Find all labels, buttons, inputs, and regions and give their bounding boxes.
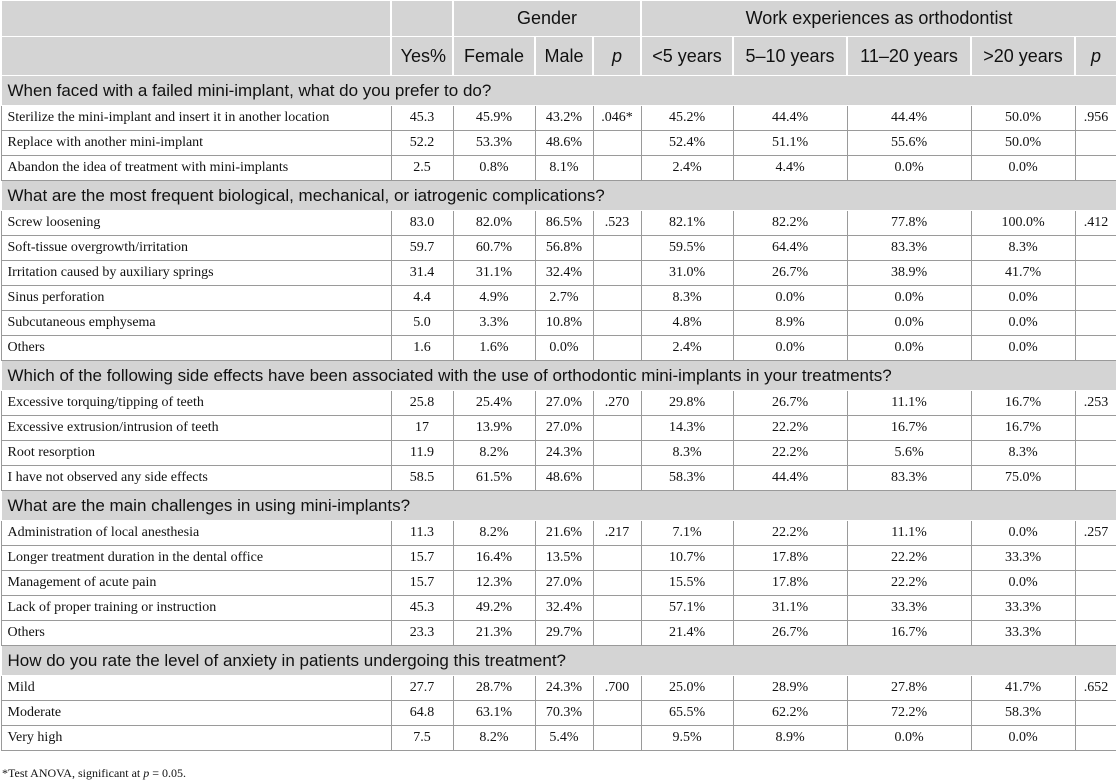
cell-11-20-years: 83.3% [847, 236, 971, 261]
cell-p-experience [1075, 466, 1116, 491]
cell-5-10-years: 22.2% [733, 416, 847, 441]
cell-over-20-years: 0.0% [971, 336, 1075, 361]
cell-male: 27.0% [535, 391, 593, 416]
cell-11-20-years: 11.1% [847, 521, 971, 546]
cell-5-10-years: 51.1% [733, 131, 847, 156]
cell-female: 31.1% [453, 261, 535, 286]
cell-5-10-years: 22.2% [733, 441, 847, 466]
cell-female: 60.7% [453, 236, 535, 261]
row-label: Screw loosening [1, 211, 391, 236]
row-label: Excessive extrusion/intrusion of teeth [1, 416, 391, 441]
cell-female: 8.2% [453, 726, 535, 751]
cell-p-experience [1075, 726, 1116, 751]
cell-male: 8.1% [535, 156, 593, 181]
section-title: Which of the following side effects have been associated with the use of orthodontic mini-implants in your treatments? [1, 361, 1116, 391]
footnote-text: *Test ANOVA, significant at [2, 766, 144, 780]
cell-yes-percent: 15.7 [391, 571, 453, 596]
row-label: Lack of proper training or instruction [1, 596, 391, 621]
cell-male: 24.3% [535, 441, 593, 466]
cell-5-10-years: 0.0% [733, 286, 847, 311]
cell-over-20-years: 50.0% [971, 106, 1075, 131]
cell-over-20-years: 16.7% [971, 391, 1075, 416]
header-empty-cell [1, 1, 391, 37]
cell-female: 45.9% [453, 106, 535, 131]
cell-yes-percent: 27.7 [391, 676, 453, 701]
cell-female: 8.2% [453, 521, 535, 546]
table-row [1, 676, 1116, 701]
footnote-p-value: = 0.05. [149, 766, 187, 780]
cell-male: 13.5% [535, 546, 593, 571]
cell-male: 48.6% [535, 131, 593, 156]
cell-female: 28.7% [453, 676, 535, 701]
section-header-row [1, 491, 1116, 521]
cell-11-20-years: 5.6% [847, 441, 971, 466]
cell-male: 70.3% [535, 701, 593, 726]
section-title: What are the most frequent biological, mechanical, or iatrogenic complications? [1, 181, 1116, 211]
table-row [1, 466, 1116, 491]
row-label: I have not observed any side effects [1, 466, 391, 491]
cell-p-experience: .652 [1075, 676, 1116, 701]
col-header-yes-percent: Yes% [391, 37, 453, 76]
table-row [1, 621, 1116, 646]
cell-over-20-years: 33.3% [971, 596, 1075, 621]
cell-over-20-years: 0.0% [971, 726, 1075, 751]
cell-female: 16.4% [453, 546, 535, 571]
cell-female: 8.2% [453, 441, 535, 466]
cell-under-5-years: 31.0% [641, 261, 733, 286]
cell-male: 43.2% [535, 106, 593, 131]
row-label: Excessive torquing/tipping of teeth [1, 391, 391, 416]
cell-yes-percent: 45.3 [391, 106, 453, 131]
cell-11-20-years: 55.6% [847, 131, 971, 156]
cell-p-experience [1075, 131, 1116, 156]
section-header-row [1, 646, 1116, 676]
cell-p-gender [593, 571, 641, 596]
cell-11-20-years: 83.3% [847, 466, 971, 491]
cell-under-5-years: 2.4% [641, 156, 733, 181]
cell-yes-percent: 15.7 [391, 546, 453, 571]
section-title: What are the main challenges in using mini-implants? [1, 491, 1116, 521]
cell-5-10-years: 17.8% [733, 546, 847, 571]
cell-under-5-years: 8.3% [641, 286, 733, 311]
cell-p-gender [593, 311, 641, 336]
cell-male: 2.7% [535, 286, 593, 311]
cell-yes-percent: 64.8 [391, 701, 453, 726]
row-label: Root resorption [1, 441, 391, 466]
cell-under-5-years: 29.8% [641, 391, 733, 416]
cell-over-20-years: 0.0% [971, 156, 1075, 181]
cell-female: 49.2% [453, 596, 535, 621]
section-header-row [1, 76, 1116, 106]
cell-male: 29.7% [535, 621, 593, 646]
col-header-under-5-years: <5 years [641, 37, 733, 76]
cell-male: 32.4% [535, 596, 593, 621]
cell-p-gender [593, 726, 641, 751]
row-label: Administration of local anesthesia [1, 521, 391, 546]
cell-over-20-years: 41.7% [971, 261, 1075, 286]
cell-over-20-years: 33.3% [971, 546, 1075, 571]
cell-yes-percent: 7.5 [391, 726, 453, 751]
cell-p-gender [593, 416, 641, 441]
cell-under-5-years: 21.4% [641, 621, 733, 646]
cell-yes-percent: 23.3 [391, 621, 453, 646]
row-label: Moderate [1, 701, 391, 726]
cell-5-10-years: 17.8% [733, 571, 847, 596]
cell-yes-percent: 59.7 [391, 236, 453, 261]
cell-11-20-years: 22.2% [847, 571, 971, 596]
cell-male: 0.0% [535, 336, 593, 361]
cell-11-20-years: 77.8% [847, 211, 971, 236]
cell-5-10-years: 62.2% [733, 701, 847, 726]
cell-p-experience [1075, 416, 1116, 441]
cell-5-10-years: 26.7% [733, 261, 847, 286]
col-header-over-20-years: >20 years [971, 37, 1075, 76]
cell-over-20-years: 8.3% [971, 441, 1075, 466]
section-header-row [1, 361, 1116, 391]
table-body [1, 76, 1116, 751]
cell-p-experience [1075, 311, 1116, 336]
cell-female: 82.0% [453, 211, 535, 236]
cell-p-experience [1075, 571, 1116, 596]
cell-female: 25.4% [453, 391, 535, 416]
row-label: Very high [1, 726, 391, 751]
table-header [1, 1, 1116, 76]
cell-p-experience [1075, 286, 1116, 311]
cell-5-10-years: 4.4% [733, 156, 847, 181]
cell-p-gender: .270 [593, 391, 641, 416]
table-row [1, 571, 1116, 596]
cell-p-experience [1075, 336, 1116, 361]
cell-11-20-years: 44.4% [847, 106, 971, 131]
cell-yes-percent: 31.4 [391, 261, 453, 286]
cell-p-gender [593, 701, 641, 726]
table-row [1, 236, 1116, 261]
cell-female: 4.9% [453, 286, 535, 311]
cell-over-20-years: 100.0% [971, 211, 1075, 236]
cell-p-gender: .046* [593, 106, 641, 131]
cell-p-gender [593, 336, 641, 361]
cell-over-20-years: 0.0% [971, 571, 1075, 596]
cell-male: 48.6% [535, 466, 593, 491]
table-row [1, 211, 1116, 236]
cell-under-5-years: 25.0% [641, 676, 733, 701]
experience-group-header: Work experiences as orthodontist [641, 1, 1116, 37]
cell-5-10-years: 22.2% [733, 521, 847, 546]
cell-under-5-years: 59.5% [641, 236, 733, 261]
cell-11-20-years: 16.7% [847, 416, 971, 441]
cell-p-experience [1075, 546, 1116, 571]
table-row [1, 156, 1116, 181]
row-label: Irritation caused by auxiliary springs [1, 261, 391, 286]
cell-p-gender [593, 441, 641, 466]
cell-yes-percent: 11.9 [391, 441, 453, 466]
cell-male: 32.4% [535, 261, 593, 286]
cell-over-20-years: 16.7% [971, 416, 1075, 441]
cell-over-20-years: 75.0% [971, 466, 1075, 491]
cell-p-gender [593, 546, 641, 571]
cell-male: 5.4% [535, 726, 593, 751]
col-header-p-experience: p [1075, 37, 1116, 76]
cell-over-20-years: 50.0% [971, 131, 1075, 156]
cell-under-5-years: 10.7% [641, 546, 733, 571]
row-label: Longer treatment duration in the dental office [1, 546, 391, 571]
cell-female: 21.3% [453, 621, 535, 646]
cell-5-10-years: 8.9% [733, 726, 847, 751]
table-row [1, 391, 1116, 416]
cell-p-experience [1075, 236, 1116, 261]
header-label-empty [1, 37, 391, 76]
cell-under-5-years: 2.4% [641, 336, 733, 361]
cell-11-20-years: 22.2% [847, 546, 971, 571]
cell-p-gender [593, 236, 641, 261]
col-header-11-20-years: 11–20 years [847, 37, 971, 76]
cell-11-20-years: 0.0% [847, 286, 971, 311]
cell-5-10-years: 44.4% [733, 106, 847, 131]
cell-under-5-years: 7.1% [641, 521, 733, 546]
cell-female: 1.6% [453, 336, 535, 361]
table-row [1, 701, 1116, 726]
cell-female: 13.9% [453, 416, 535, 441]
cell-over-20-years: 0.0% [971, 311, 1075, 336]
row-label: Replace with another mini-implant [1, 131, 391, 156]
col-header-male: Male [535, 37, 593, 76]
cell-over-20-years: 0.0% [971, 286, 1075, 311]
cell-p-gender [593, 596, 641, 621]
cell-under-5-years: 82.1% [641, 211, 733, 236]
cell-yes-percent: 2.5 [391, 156, 453, 181]
cell-over-20-years: 33.3% [971, 621, 1075, 646]
cell-yes-percent: 11.3 [391, 521, 453, 546]
cell-under-5-years: 8.3% [641, 441, 733, 466]
table-row [1, 286, 1116, 311]
cell-male: 27.0% [535, 416, 593, 441]
row-label: Mild [1, 676, 391, 701]
cell-yes-percent: 52.2 [391, 131, 453, 156]
cell-11-20-years: 16.7% [847, 621, 971, 646]
cell-p-gender: .523 [593, 211, 641, 236]
section-title: How do you rate the level of anxiety in patients undergoing this treatment? [1, 646, 1116, 676]
cell-5-10-years: 0.0% [733, 336, 847, 361]
cell-p-gender [593, 156, 641, 181]
header-empty-cell [391, 1, 453, 37]
col-header-p-gender: p [593, 37, 641, 76]
cell-under-5-years: 9.5% [641, 726, 733, 751]
cell-yes-percent: 83.0 [391, 211, 453, 236]
cell-p-gender [593, 621, 641, 646]
cell-p-gender: .217 [593, 521, 641, 546]
row-label: Soft-tissue overgrowth/irritation [1, 236, 391, 261]
cell-over-20-years: 41.7% [971, 676, 1075, 701]
cell-over-20-years: 58.3% [971, 701, 1075, 726]
table-row [1, 596, 1116, 621]
cell-p-experience: .412 [1075, 211, 1116, 236]
cell-under-5-years: 65.5% [641, 701, 733, 726]
cell-male: 10.8% [535, 311, 593, 336]
cell-11-20-years: 72.2% [847, 701, 971, 726]
cell-female: 61.5% [453, 466, 535, 491]
table-row [1, 726, 1116, 751]
cell-p-experience [1075, 261, 1116, 286]
cell-5-10-years: 26.7% [733, 621, 847, 646]
cell-female: 53.3% [453, 131, 535, 156]
cell-p-experience: .253 [1075, 391, 1116, 416]
cell-yes-percent: 58.5 [391, 466, 453, 491]
cell-female: 0.8% [453, 156, 535, 181]
row-label: Abandon the idea of treatment with mini-implants [1, 156, 391, 181]
cell-yes-percent: 17 [391, 416, 453, 441]
cell-p-experience [1075, 701, 1116, 726]
cell-11-20-years: 38.9% [847, 261, 971, 286]
cell-p-gender [593, 466, 641, 491]
col-header-female: Female [453, 37, 535, 76]
cell-under-5-years: 15.5% [641, 571, 733, 596]
cell-over-20-years: 0.0% [971, 521, 1075, 546]
section-header-row [1, 181, 1116, 211]
cell-5-10-years: 44.4% [733, 466, 847, 491]
section-title: When faced with a failed mini-implant, what do you prefer to do? [1, 76, 1116, 106]
row-label: Others [1, 336, 391, 361]
cell-male: 86.5% [535, 211, 593, 236]
row-label: Sterilize the mini-implant and insert it in another location [1, 106, 391, 131]
footnote [2, 766, 186, 781]
cell-5-10-years: 28.9% [733, 676, 847, 701]
cell-p-gender [593, 286, 641, 311]
cell-under-5-years: 4.8% [641, 311, 733, 336]
cell-p-experience [1075, 441, 1116, 466]
cell-p-experience [1075, 156, 1116, 181]
table-row [1, 441, 1116, 466]
cell-yes-percent: 4.4 [391, 286, 453, 311]
cell-11-20-years: 0.0% [847, 311, 971, 336]
table-row [1, 311, 1116, 336]
cell-yes-percent: 1.6 [391, 336, 453, 361]
cell-under-5-years: 58.3% [641, 466, 733, 491]
cell-yes-percent: 45.3 [391, 596, 453, 621]
table-row [1, 261, 1116, 286]
cell-male: 27.0% [535, 571, 593, 596]
table-row [1, 336, 1116, 361]
row-label: Management of acute pain [1, 571, 391, 596]
cell-under-5-years: 57.1% [641, 596, 733, 621]
cell-5-10-years: 64.4% [733, 236, 847, 261]
cell-p-experience: .956 [1075, 106, 1116, 131]
cell-female: 63.1% [453, 701, 535, 726]
cell-11-20-years: 33.3% [847, 596, 971, 621]
cell-5-10-years: 82.2% [733, 211, 847, 236]
cell-p-gender: .700 [593, 676, 641, 701]
cell-p-gender [593, 261, 641, 286]
table-row [1, 131, 1116, 156]
cell-under-5-years: 52.4% [641, 131, 733, 156]
cell-p-experience: .257 [1075, 521, 1116, 546]
cell-female: 12.3% [453, 571, 535, 596]
table-row [1, 416, 1116, 441]
cell-female: 3.3% [453, 311, 535, 336]
cell-under-5-years: 45.2% [641, 106, 733, 131]
cell-5-10-years: 31.1% [733, 596, 847, 621]
cell-yes-percent: 25.8 [391, 391, 453, 416]
cell-yes-percent: 5.0 [391, 311, 453, 336]
cell-male: 56.8% [535, 236, 593, 261]
row-label: Others [1, 621, 391, 646]
cell-5-10-years: 8.9% [733, 311, 847, 336]
table-row [1, 106, 1116, 131]
row-label: Sinus perforation [1, 286, 391, 311]
cell-11-20-years: 0.0% [847, 156, 971, 181]
gender-group-header: Gender [453, 1, 641, 37]
row-label: Subcutaneous emphysema [1, 311, 391, 336]
cell-11-20-years: 0.0% [847, 726, 971, 751]
footnote-p-symbol: p [143, 766, 150, 780]
col-header-5-10-years: 5–10 years [733, 37, 847, 76]
cell-over-20-years: 8.3% [971, 236, 1075, 261]
cell-5-10-years: 26.7% [733, 391, 847, 416]
cell-p-experience [1075, 621, 1116, 646]
cell-p-gender [593, 131, 641, 156]
cell-male: 24.3% [535, 676, 593, 701]
table-row [1, 521, 1116, 546]
cell-male: 21.6% [535, 521, 593, 546]
cell-p-experience [1075, 596, 1116, 621]
cell-11-20-years: 0.0% [847, 336, 971, 361]
table-row [1, 546, 1116, 571]
cell-11-20-years: 11.1% [847, 391, 971, 416]
cell-under-5-years: 14.3% [641, 416, 733, 441]
cell-11-20-years: 27.8% [847, 676, 971, 701]
